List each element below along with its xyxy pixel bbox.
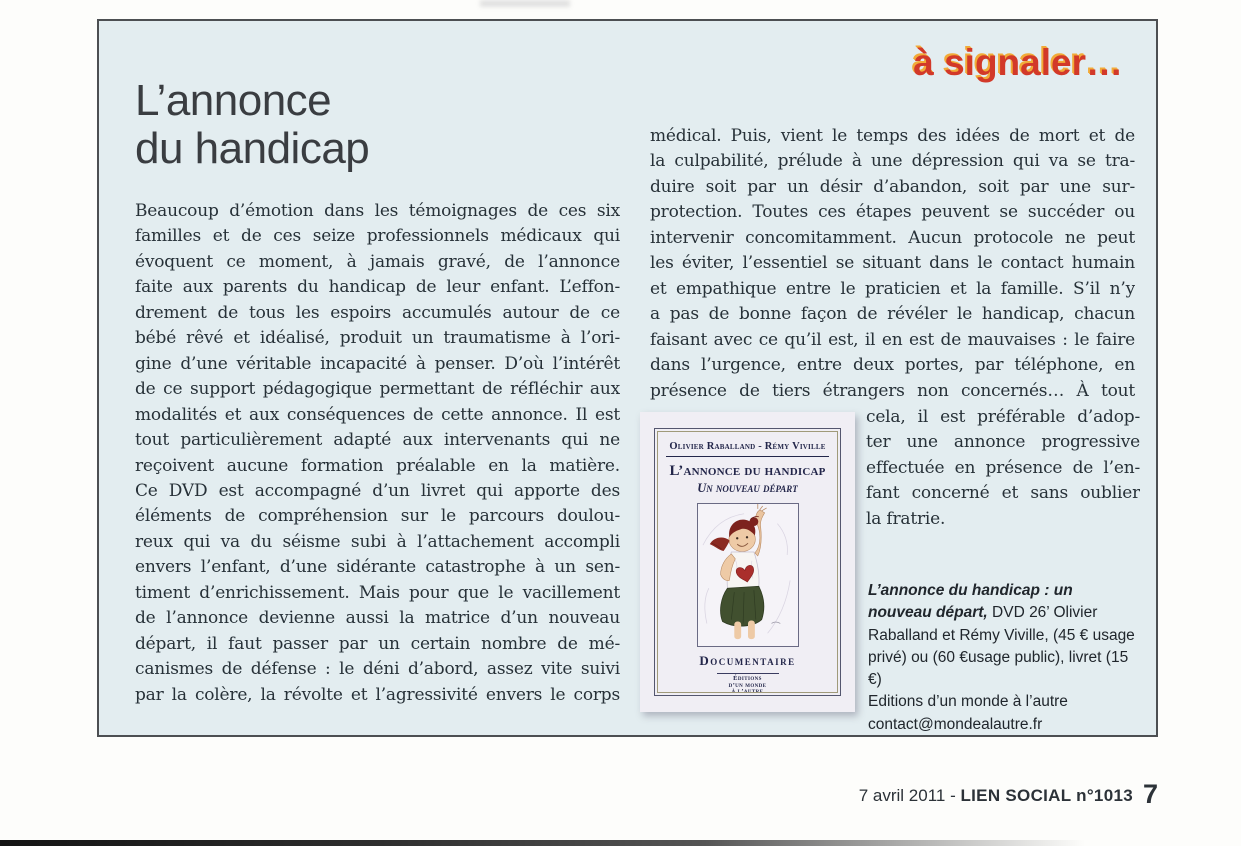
page-number: 7 xyxy=(1142,779,1158,809)
dvd-publisher-logo: Éditions d’un monde à l’autre xyxy=(717,673,779,692)
article-wrap-column: cela, il est préférable d’adop- ter une annonce progressive effectuée en présence de l’en- fant concerné et sans oublier la fratrie. xyxy=(866,407,1140,529)
page-footer xyxy=(859,779,1158,810)
dvd-cover-frame xyxy=(654,428,841,696)
caption-contact: contact@mondealautre.fr xyxy=(868,715,1043,733)
girl-illustration xyxy=(697,503,799,647)
caption-publisher: Editions d’un monde à l’autre xyxy=(868,693,1068,711)
caption-title: L’annonce du handicap : un nouveau départ, xyxy=(868,582,1073,622)
caption-details: DVD 26’ Olivier Raballand et Rémy Viville, (45 € usage privé) ou (60 €usage public), livret (15 €) xyxy=(868,604,1135,689)
dvd-subtitle: Un nouveau départ xyxy=(697,481,798,495)
scan-smudge-artifact xyxy=(480,0,570,7)
article-left-column: Beaucoup d’émotion dans les témoignages de ces six familles et de ces seize professionnels médicaux qui évoquent ce moment, à jamais gravé, de l’annonce faite aux parents du handicap de leur enfant. L’effon- drement de tous les espoirs accumulés autour de ce bébé rêvé et idéalisé, produit un traumatisme à l’ori- gine d’une véritable incapacité à penser. D’où l’intérêt de ce support pédagogique permettant de réfléchir aux modalités et aux conséquences de cette annonce. Il est tout particulièrement adapté aux intervenants qui ne reçoivent aucune formation préalable en la matière. Ce DVD est accompagné d’un livret qui apporte des éléments de compréhension sur le parcours doulou- reux qui va du séisme subi à l’attachement accompli envers l’enfant, d’une sidérante catastrophe à un sen- timent d’enrichissement. Mais pour que le vacillement de l’annonce devienne aussi la matrice d’un nouveau départ, il faut passer par un certain nombre de mé- canismes de défense : le déni d’abord, assez vite suivi par la colère, la révolte et l’agressivité envers le corps xyxy=(135,201,620,705)
section-tagline: à signaler… xyxy=(913,42,1123,83)
article-right-column: médical. Puis, vient le temps des idées de mort et de la culpabilité, prélude à une dépression qui va se tra- duire soit par un désir d’abandon, soit par une sur- protection. Toutes ces étapes peuvent se succéder ou intervenir concomitamment. Aucun protocole ne peut les éviter, l’essentiel se situant dans le contact humain et empathique entre le praticien et la famille. S’il n’y a pas de bonne façon de révéler le handicap, chacun faisant avec ce qu’il est, il en est de mauvaises : le faire dans l’urgence, entre deux portes, par téléphone, en présence de tiers étrangers non concernés… À tout xyxy=(650,126,1135,401)
article-title: L’annonce du handicap xyxy=(135,76,370,173)
scan-edge-artifact xyxy=(0,840,1085,846)
dvd-authors: Olivier Raballand - Rémy Viville xyxy=(669,441,826,452)
dvd-cover xyxy=(640,412,855,712)
dvd-cover-content xyxy=(658,432,837,692)
dvd-authors-rule xyxy=(666,456,829,457)
dvd-caption xyxy=(868,580,1140,736)
footer-date: 7 avril 2011 - xyxy=(858,786,961,805)
article-panel xyxy=(97,19,1158,737)
footer-journal: LIEN SOCIAL n°1013 xyxy=(960,786,1133,805)
dvd-title: L’annonce du handicap xyxy=(669,463,826,479)
dvd-genre: Documentaire xyxy=(699,653,796,668)
